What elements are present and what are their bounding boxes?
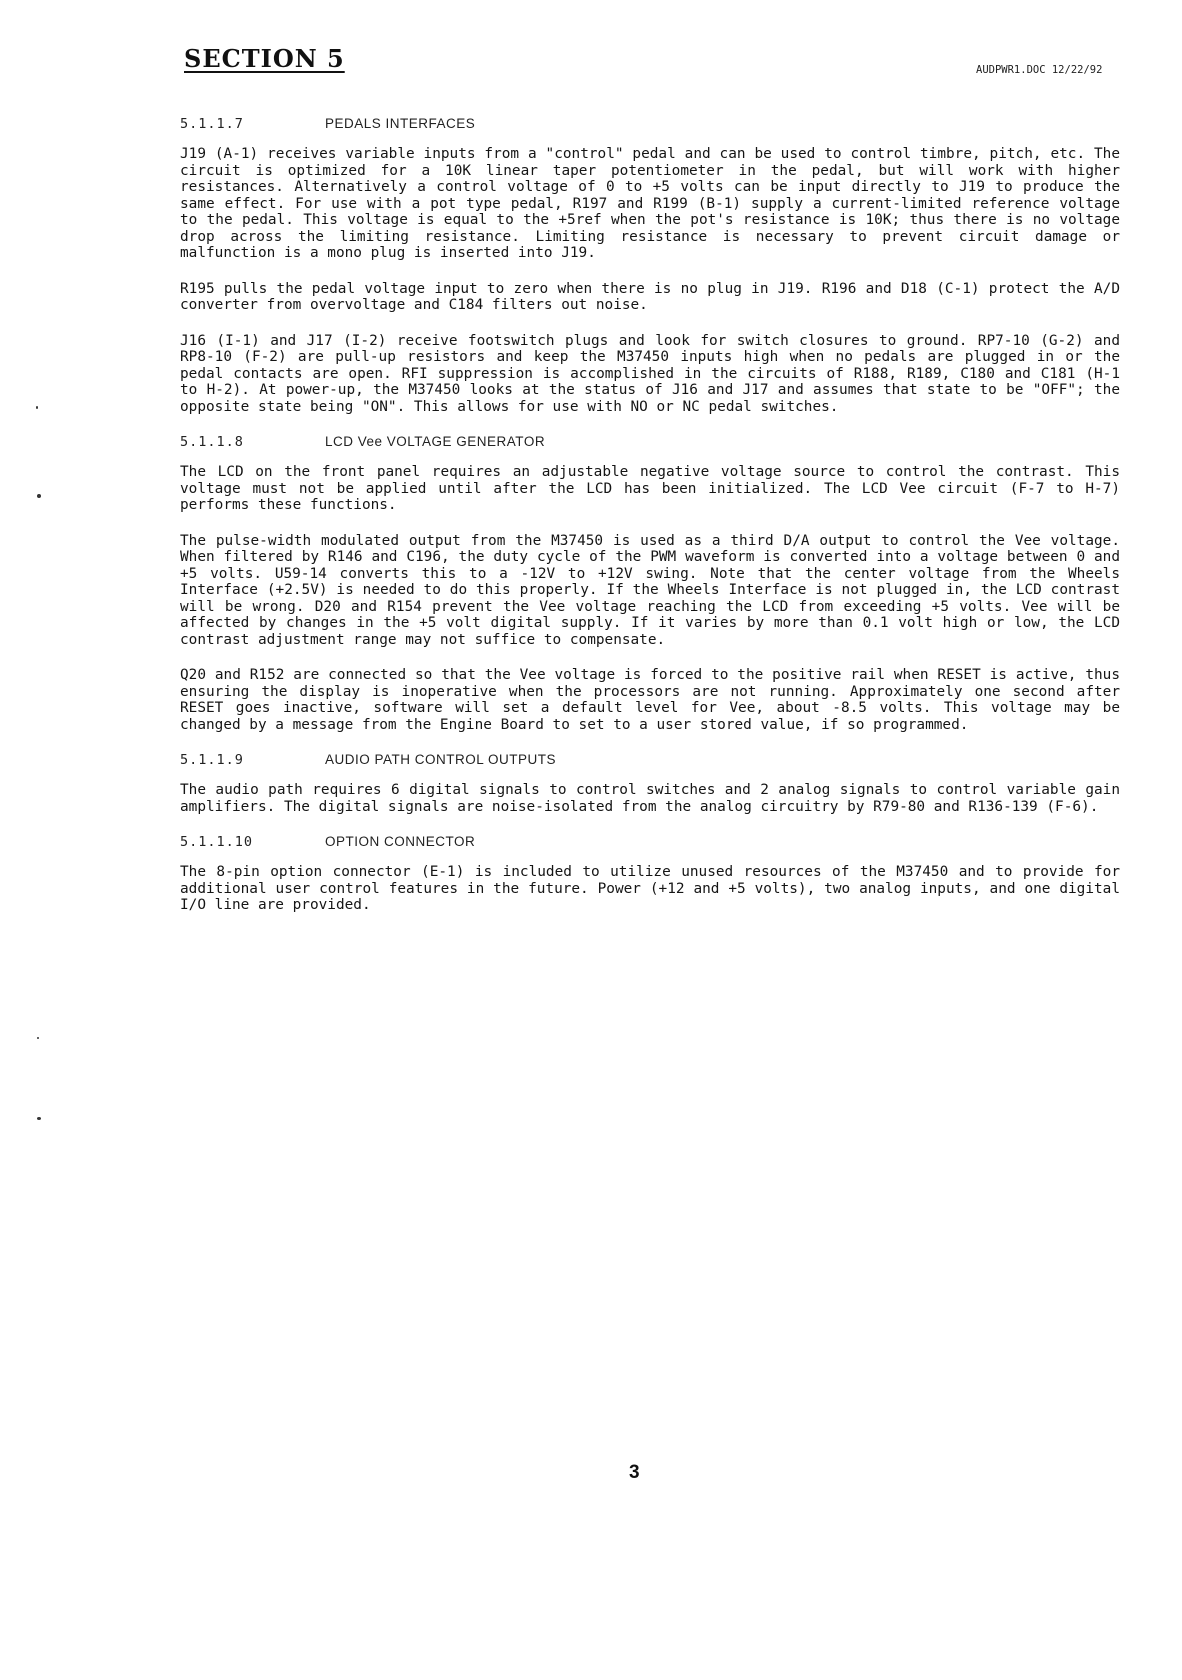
section-title: SECTION 5 — [184, 44, 345, 73]
page-number: 3 — [629, 1462, 640, 1483]
section-heading — [180, 752, 1120, 768]
section-heading-title: PEDALS INTERFACES — [325, 116, 476, 131]
section-heading — [180, 834, 1120, 850]
section-heading — [180, 434, 1120, 450]
paragraph: R195 pulls the pedal voltage input to zero when there is no plug in J19. R196 and D18 (C-1) protect the A/D converter from overvoltage and C184 filters out noise. — [180, 280, 1120, 313]
paragraph: Q20 and R152 are connected so that the Vee voltage is forced to the positive rail when RESET is active, thus ensuring the display is inoperative when the processors are not running. Approximately one second after RESET goes inactive, software will set a default level for Vee, about -8.5 volts. This voltage may be changed by a message from the Engine Board to set to a user stored value, if so programmed. — [180, 667, 1120, 733]
scan-speck — [37, 1037, 39, 1039]
section-number: 5.1.1.9 — [180, 752, 244, 768]
section-heading-title: OPTION CONNECTOR — [325, 834, 476, 849]
paragraph: J16 (I-1) and J17 (I-2) receive footswitch plugs and look for switch closures to ground. RP7-10 (G-2) and RP8-10 (F-2) are pull-up resistors and keep the M37450 inputs high when no pedals are plugged in or the pedal contacts are open. RFI suppression is accomplished in the circuits of R188, R189, C180 and C181 (H-1 to H-2). At power-up, the M37450 looks at the status of J16 and J17 and assumes that state to be "OFF"; the opposite state being "ON". This allows for use with NO or NC pedal switches. — [180, 332, 1120, 415]
paragraph: The 8-pin option connector (E-1) is included to utilize unused resources of the M37450 and to provide for additional user control features in the future. Power (+12 and +5 volts), two analog inputs, and one digital I/O line are provided. — [180, 864, 1120, 913]
scan-speck — [36, 406, 38, 409]
paragraph: The audio path requires 6 digital signals to control switches and 2 analog signals to control variable gain amplifiers. The digital signals are noise-isolated from the analog circuitry by R79-80 and R136-139 (F-6). — [180, 782, 1120, 815]
paragraph: The LCD on the front panel requires an adjustable negative voltage source to control the contrast. This voltage must not be applied until after the LCD has been initialized. The LCD Vee circuit (F-7 to H-7) performs these functions. — [180, 464, 1120, 513]
section-number: 5.1.1.7 — [180, 116, 244, 132]
paragraph: The pulse-width modulated output from the M37450 is used as a third D/A output to control the Vee voltage. When filtered by R146 and C196, the duty cycle of the PWM waveform is converted into a voltage between 0 and +5 volts. U59-14 converts this to a -12V to +12V swing. Note that the center voltage from the Wheels Interface (+2.5V) is needed to do this properly. If the Wheels Interface is not plugged in, the LCD contrast will be wrong. D20 and R154 prevent the Vee voltage reaching the LCD from exceeding +5 volts. Vee will be affected by changes in the +5 volt digital supply. If it varies by more than 0.1 volt high or low, the LCD contrast adjustment range may not suffice to compensate. — [180, 532, 1120, 648]
section-number: 5.1.1.8 — [180, 434, 244, 450]
document-body — [180, 116, 1120, 933]
paragraph: J19 (A-1) receives variable inputs from a "control" pedal and can be used to control timbre, pitch, etc. The circuit is optimized for a 10K linear taper potentiometer in the pedal, but will work with higher resistances. Alternatively a control voltage of 0 to +5 volts can be input directly to J19 to produce the same effect. For use with a pot type pedal, R197 and R199 (B-1) supply a current-limited reference voltage to the pedal. This voltage is equal to the +5ref when the pot's resistance is 10K; thus there is no voltage drop across the limiting resistance. Limiting resistance is necessary to prevent circuit damage or malfunction is a mono plug is inserted into J19. — [180, 146, 1120, 261]
scan-speck — [37, 494, 41, 498]
section-heading-title: AUDIO PATH CONTROL OUTPUTS — [325, 752, 557, 767]
document-id: AUDPWR1.DOC 12/22/92 — [976, 64, 1103, 76]
scan-speck — [37, 1117, 41, 1120]
section-heading — [180, 116, 1120, 132]
section-number: 5.1.1.10 — [180, 834, 254, 850]
section-heading-title: LCD Vee VOLTAGE GENERATOR — [325, 434, 546, 449]
